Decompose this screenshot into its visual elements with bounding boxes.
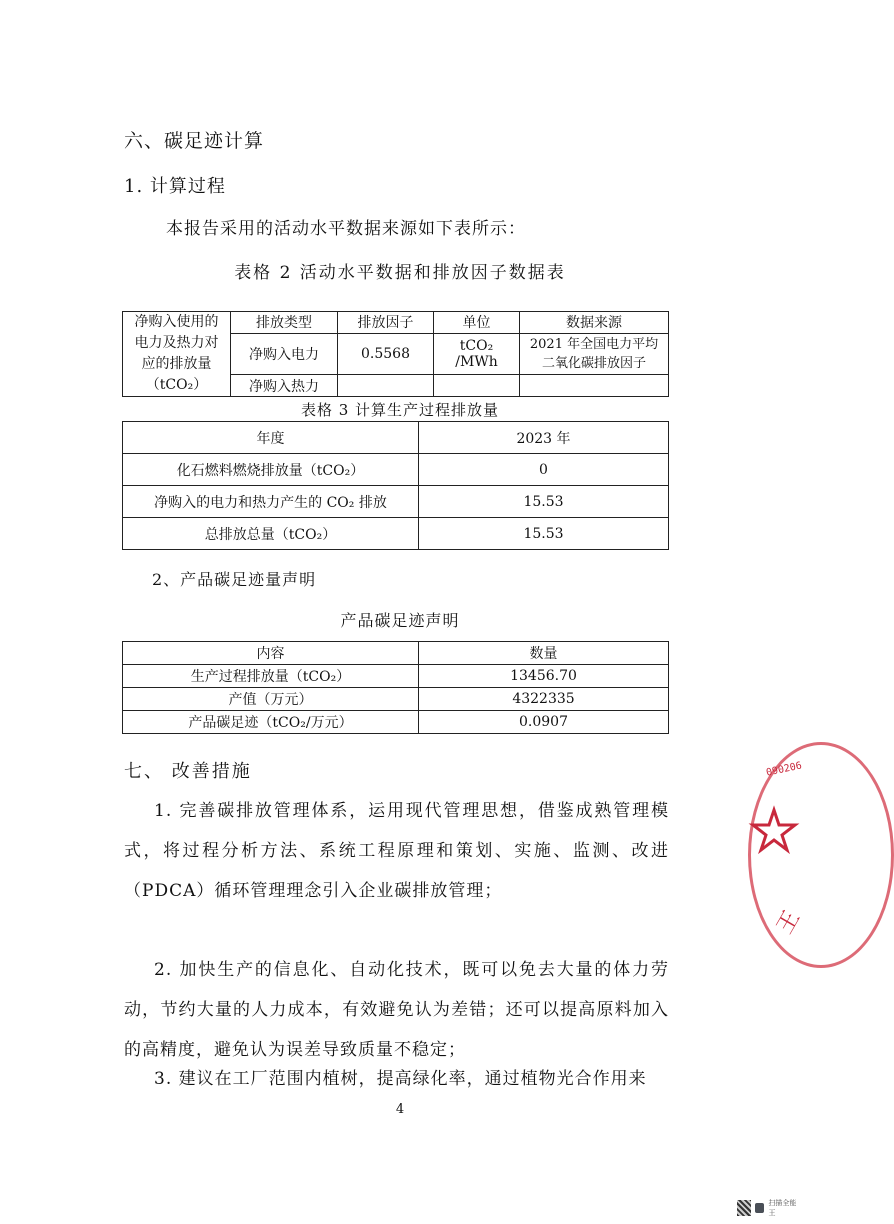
section-6-title: 六、碳足迹计算 (124, 130, 265, 152)
stamp-number: 090206 (765, 760, 803, 779)
row-heat-unit (434, 375, 520, 397)
table-row: 产品碳足迹（tCO₂/万元） 0.0907 (123, 711, 669, 734)
header-emission-factor: 排放因子 (338, 312, 434, 334)
table-row: 内容 数量 (123, 642, 669, 665)
production-emission-table (122, 421, 669, 550)
header-emission-type: 排放类型 (231, 312, 338, 334)
table-row: 年度 2023 年 (123, 422, 669, 454)
row-heat-type: 净购入热力 (231, 375, 338, 397)
table-2-caption: 表格 2 活动水平数据和排放因子数据表 (234, 263, 566, 283)
row-heat-source (520, 375, 669, 397)
scanner-logo-icon (755, 1203, 764, 1213)
paragraph-2: 2. 加快生产的信息化、自动化技术，既可以免去大量的体力劳动，节约大量的人力成本，有效避免认为差错；还可以提高原料加入的高精度，避免认为误差导致质量不稳定； (124, 960, 669, 1060)
header-data-source: 数据来源 (520, 312, 669, 334)
table-row: 总排放总量（tCO₂） 15.53 (123, 518, 669, 550)
row-electricity-unit: tCO₂ /MWh (434, 333, 520, 375)
paragraph-3: 3. 建议在工厂范围内植树，提高绿化率，通过植物光合作用来 (154, 1069, 647, 1089)
activity-data-table (122, 311, 669, 397)
qr-code-icon (737, 1200, 751, 1216)
carbon-footprint-table (122, 641, 669, 734)
page-number: 4 (395, 1102, 405, 1117)
section-7-title: 七、 改善措施 (124, 761, 252, 782)
intro-text: 本报告采用的活动水平数据来源如下表所示： (166, 219, 526, 239)
stamp-glyph: 王 (772, 906, 806, 939)
scanner-watermark: 扫描全能王 (737, 1198, 800, 1218)
row-electricity-factor: 0.5568 (338, 333, 434, 375)
table-row: 生产过程排放量（tCO₂） 13456.70 (123, 665, 669, 688)
row-electricity-source: 2021 年全国电力平均 二氧化碳排放因子 (520, 333, 669, 375)
stamp-star-icon (752, 808, 796, 852)
row-electricity-type: 净购入电力 (231, 333, 338, 375)
table-3-caption: 表格 3 计算生产过程排放量 (300, 401, 500, 419)
row-heat-factor (338, 375, 434, 397)
subsection-2-title: 2、产品碳足迹量声明 (152, 570, 317, 589)
subsection-1-title: 1. 计算过程 (124, 176, 226, 197)
header-unit: 单位 (434, 312, 520, 334)
table-row: 化石燃料燃烧排放量（tCO₂） 0 (123, 454, 669, 486)
table-4-caption: 产品碳足迹声明 (340, 611, 460, 630)
paragraph-1: 1. 完善碳排放管理体系，运用现代管理思想，借鉴成熟管理模式，将过程分析方法、系统工程原理和策划、实施、监测、改进（PDCA）循环管理理念引入企业碳排放管理； (124, 801, 669, 901)
table-row: 产值（万元） 4322335 (123, 688, 669, 711)
table-2-left-header: 净购入使用的 电力及热力对 应的排放量 （tCO₂） (123, 312, 231, 397)
table-row: 净购入的电力和热力产生的 CO₂ 排放 15.53 (123, 486, 669, 518)
